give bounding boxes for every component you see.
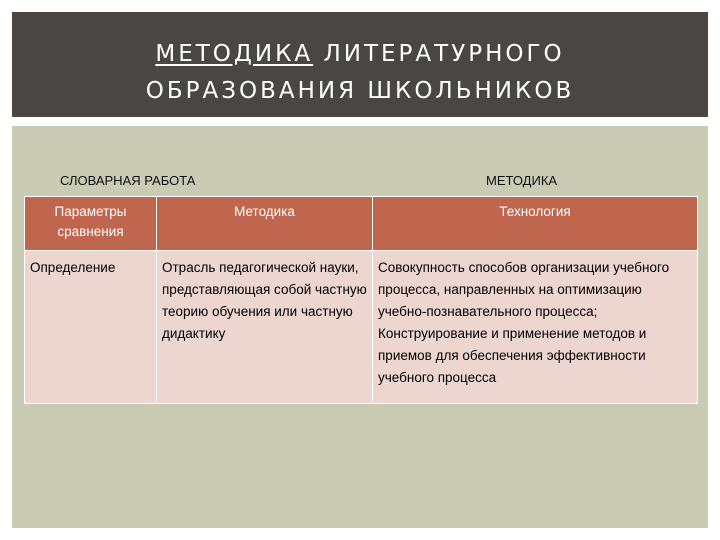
comparison-table xyxy=(24,196,698,404)
table-header-row xyxy=(25,197,698,251)
technology-line-2: Конструирование и применение методов и приемов для обеспечения эффективности учебного процесса xyxy=(378,326,647,385)
slide-title-line-2: ОБРАЗОВАНИЯ ШКОЛЬНИКОВ xyxy=(145,78,575,104)
cell-technology-definition xyxy=(373,251,698,404)
technology-line-1: Совокупность способов организации учебного процесса, направленных на оптимизацию учебно-познавательного процесса; xyxy=(378,260,670,319)
slide-title-underlined-word: МЕТОДИКА xyxy=(155,41,314,67)
header-methodology: Методика xyxy=(157,197,373,251)
row-label-definition: Определение xyxy=(25,251,157,404)
table-row xyxy=(25,251,698,404)
header-technology: Технология xyxy=(373,197,698,251)
heading-methodology: МЕТОДИКА xyxy=(486,173,558,188)
slide-title-line-1 xyxy=(12,36,708,73)
slide-content xyxy=(12,126,708,528)
slide-title-bar xyxy=(12,12,708,117)
header-parameters: Параметры сравнения xyxy=(25,197,157,251)
heading-vocabulary-work: СЛОВАРНАЯ РАБОТА xyxy=(60,173,196,188)
cell-methodology-definition: Отрасль педагогической науки, представляющая собой частную теорию обучения или частную дидактику xyxy=(157,251,373,404)
slide-title-rest: ЛИТЕРАТУРНОГО xyxy=(313,41,565,67)
